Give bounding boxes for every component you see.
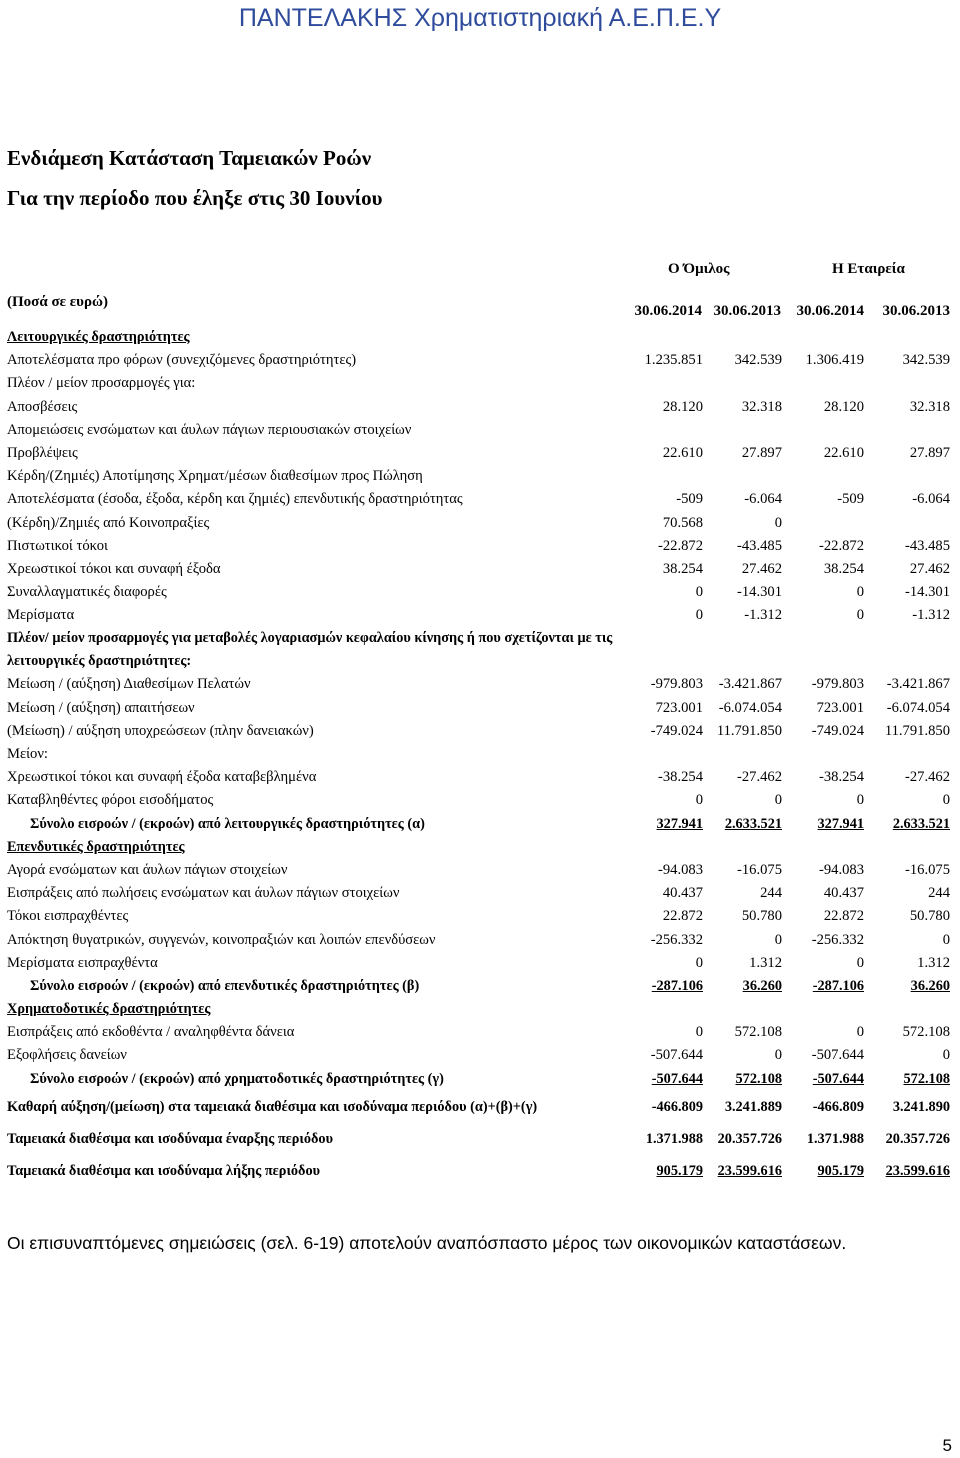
row-value: 342.539 [734,352,782,369]
date-header-group-2014: 30.06.2014 [634,303,702,319]
row-label: Πλέον/ μείον προσαρμογές για μεταβολές λογαριασμών κεφαλαίου κίνησης ή που σχετίζονται με τις λειτουργικές δραστηριότητες: [7,630,613,670]
row-value: 572.108 [734,1024,782,1041]
row-value: 0 [942,1047,950,1064]
row-value: 11.791.850 [716,722,782,739]
row-value: -287.106 [651,977,703,994]
row-value: -6.064 [912,491,950,508]
row-value: 27.897 [741,444,782,461]
row-value: 0 [695,607,703,624]
table-row [0,396,960,419]
table-row [0,1123,960,1155]
row-value: 27.462 [741,560,782,577]
page-number: 5 [942,1436,952,1455]
table-row [0,326,960,349]
row-value: 2.633.521 [724,815,782,832]
row-value: 0 [856,607,864,624]
row-label: (Μείωση) / αύξηση υποχρεώσεων (πλην δανειακών) [7,722,314,739]
table-row [0,882,960,905]
table-row [0,1068,960,1091]
row-label: Μερίσματα εισπραχθέντα [7,954,158,971]
statement-subtitle: Για την περίοδο που έληξε στις 30 Ιουνίου [7,186,383,210]
row-label: Χρεωστικοί τόκοι και συναφή έξοδα [7,560,221,577]
row-label: Πιστωτικοί τόκοι [7,537,108,554]
row-label: Μείωση / (αύξηση) απαιτήσεων [7,699,195,716]
row-value: 23.599.616 [885,1162,950,1179]
row-value: 327.941 [817,815,864,832]
row-value: 0 [774,1047,782,1064]
row-value: -43.485 [905,537,950,554]
row-value: -22.872 [658,537,703,554]
group-column-header: Ο Όμιλος [668,261,730,277]
row-value: 32.318 [741,398,782,415]
statement-title: Ενδιάμεση Κατάσταση Ταμειακών Ροών [7,146,372,170]
row-value: -27.462 [905,769,950,786]
row-value: -3.421.867 [886,676,950,693]
row-value: 3.241.890 [892,1098,950,1115]
row-value: 1.371.988 [806,1130,864,1147]
row-value: -979.803 [811,676,864,693]
row-value: 0 [695,792,703,809]
row-value: 0 [856,792,864,809]
table-row [0,905,960,928]
row-label: Πλέον / μείον προσαρμογές για: [7,375,196,392]
company-header: ΠΑΝΤΕΛΑΚΗΣ Χρηματιστηριακή Α.Ε.Π.Ε.Υ [238,4,722,32]
table-row [0,859,960,882]
table-row [0,766,960,789]
row-label: Προβλέψεις [7,444,78,461]
row-label: Ταμειακά διαθέσιμα και ισοδύναμα λήξης περιόδου [7,1162,321,1179]
row-value: -507.644 [812,1070,864,1087]
row-label: Χρεωστικοί τόκοι και συναφή έξοδα καταβεβλημένα [7,769,317,786]
table-row [0,627,960,673]
row-value: 40.437 [823,885,864,902]
table-row [0,442,960,465]
row-value: 1.312 [917,954,950,971]
row-label: Καταβληθέντες φόροι εισοδήματος [7,792,214,809]
table-row [0,975,960,998]
table-row [0,535,960,558]
row-value: 20.357.726 [717,1130,782,1147]
row-value: -38.254 [819,769,864,786]
table-row [0,512,960,535]
row-label: Απόκτηση θυγατρικών, συγγενών, κοινοπραξιών και λοιπών επενδύσεων [7,931,436,948]
row-value: -979.803 [650,676,703,693]
row-label: Συναλλαγματικές διαφορές [7,584,167,601]
row-value: 22.872 [662,908,703,925]
table-row [0,998,960,1021]
table-row [0,465,960,488]
row-value: 572.108 [902,1024,950,1041]
table-row [0,581,960,604]
row-value: 0 [774,931,782,948]
row-value: 244 [760,885,782,902]
row-value: 0 [856,584,864,601]
table-row [0,697,960,720]
row-value: 0 [774,792,782,809]
row-value: 22.610 [823,444,864,461]
row-value: -466.809 [812,1098,864,1115]
table-row [0,743,960,766]
row-label: Ταμειακά διαθέσιμα και ισοδύναμα έναρξης περιόδου [7,1130,334,1147]
table-row [0,789,960,812]
row-value: 23.599.616 [717,1162,782,1179]
row-value: 0 [856,954,864,971]
row-value: 1.235.851 [644,352,703,369]
row-value: -507.644 [651,1070,703,1087]
date-header-group-2013: 30.06.2013 [713,303,781,319]
row-value: -256.332 [650,931,703,948]
row-value: -27.462 [737,769,782,786]
row-value: 1.312 [749,954,782,971]
row-value: 50.780 [909,908,950,925]
row-value: -509 [676,491,703,508]
row-value: 905.179 [656,1162,703,1179]
row-value: 572.108 [903,1070,950,1087]
row-value: -6.064 [744,491,782,508]
row-value: -1.312 [744,607,782,624]
row-label: Εξοφλήσεις δανείων [7,1047,127,1064]
row-value: 11.791.850 [884,722,950,739]
row-value: 36.260 [742,977,782,994]
row-value: 244 [928,885,950,902]
row-value: 327.941 [656,815,703,832]
row-value: -16.075 [737,861,782,878]
row-value: -507.644 [650,1047,703,1064]
row-value: 0 [942,792,950,809]
row-label: (Κέρδη)/Ζημιές από Κοινοπραξίες [7,514,210,531]
row-value: 0 [695,954,703,971]
row-value: 0 [695,584,703,601]
row-value: 38.254 [662,560,703,577]
row-value: -287.106 [812,977,864,994]
row-value: 22.610 [662,444,703,461]
table-row [0,1021,960,1044]
row-label: Αποτελέσματα προ φόρων (συνεχιζόμενες δραστηριότητες) [7,352,357,369]
row-value: 38.254 [823,560,864,577]
table-row [0,419,960,442]
row-value: -256.332 [811,931,864,948]
row-label: Τόκοι εισπραχθέντες [7,908,129,925]
row-label: Μερίσματα [7,607,75,624]
row-value: 1.371.988 [645,1130,703,1147]
row-value: -22.872 [819,537,864,554]
cash-flow-table [0,326,960,1187]
row-label: Απομειώσεις ενσώματων και άυλων πάγιων περιουσιακών στοιχείων [7,421,412,438]
row-value: -6.074.054 [886,699,950,716]
row-value: -749.024 [650,722,703,739]
row-value: 0 [774,514,782,531]
row-value: 0 [942,931,950,948]
table-row [0,1155,960,1187]
company-column-header: Η Εταιρεία [832,261,905,277]
row-label: Σύνολο εισροών / (εκροών) από χρηματοδοτικές δραστηριότητες (γ) [30,1070,444,1087]
row-label: Μείον: [7,746,48,762]
row-value: 20.357.726 [885,1130,950,1147]
row-value: -3.421.867 [718,676,782,693]
date-header-company-2013: 30.06.2013 [882,303,950,319]
row-value: 27.897 [909,444,950,461]
row-value: -509 [837,491,864,508]
row-label: Εισπράξεις από πωλήσεις ενσώματων και άυλων πάγιων στοιχείων [7,885,400,902]
row-label: Αποσβέσεις [7,398,78,415]
row-value: 3.241.889 [724,1098,782,1115]
row-value: -1.312 [912,607,950,624]
table-row [0,1091,960,1123]
row-label: Εισπράξεις από εκδοθέντα / αναληφθέντα δάνεια [7,1024,295,1041]
row-label: Καθαρή αύξηση/(μείωση) στα ταμειακά διαθέσιμα και ισοδύναμα περιόδου (α)+(β)+(γ) [7,1098,538,1115]
footer-note: Οι επισυναπτόμενες σημειώσεις (σελ. 6-19) αποτελούν αναπόσπαστο μέρος των οικονομικών καταστάσεων. [7,1233,847,1253]
row-value: -14.301 [737,584,782,601]
row-value: 36.260 [910,977,950,994]
unit-label: (Ποσά σε ευρώ) [7,294,108,310]
row-value: -466.809 [651,1098,703,1115]
row-value: 27.462 [909,560,950,577]
row-label: Αγορά ενσώματων και άυλων πάγιων στοιχείων [7,861,288,878]
table-row [0,372,960,395]
row-value: 1.306.419 [805,352,864,369]
row-label: Επενδυτικές δραστηριότητες [7,838,185,855]
row-value: 40.437 [662,885,703,902]
row-value: 2.633.521 [892,815,950,832]
row-value: -749.024 [811,722,864,739]
row-value: 572.108 [735,1070,782,1087]
table-row [0,836,960,859]
row-value: -6.074.054 [718,699,782,716]
table-row [0,558,960,581]
row-value: 22.872 [823,908,864,925]
row-value: -16.075 [905,861,950,878]
row-label: Κέρδη/(Ζημιές) Αποτίμησης Χρηματ/μέσων διαθεσίμων προς Πώληση [7,468,423,485]
table-row [0,720,960,743]
row-label: Αποτελέσματα (έσοδα, έξοδα, κέρδη και ζημιές) επενδυτικής δραστηριότητας [7,491,463,508]
row-value: 723.001 [816,699,864,716]
row-value: -94.083 [819,861,864,878]
row-value: 28.120 [662,398,703,415]
row-value: 0 [695,1024,703,1041]
table-row [0,488,960,511]
row-value: 50.780 [741,908,782,925]
table-row [0,673,960,696]
row-value: 32.318 [909,398,950,415]
table-row [0,1044,960,1067]
row-label: Λειτουργικές δραστηριότητες [7,329,190,345]
row-value: 70.568 [662,514,703,531]
row-label: Χρηματοδοτικές δραστηριότητες [7,1001,211,1018]
table-row [0,349,960,372]
table-row [0,604,960,627]
row-value: -43.485 [737,537,782,554]
row-value: 905.179 [817,1162,864,1179]
row-label: Σύνολο εισροών / (εκροών) από επενδυτικές δραστηριότητες (β) [30,977,420,994]
table-row [0,929,960,952]
row-value: 0 [856,1024,864,1041]
row-value: -14.301 [905,584,950,601]
table-row [0,952,960,975]
table-row [0,813,960,836]
row-value: 723.001 [655,699,703,716]
row-label: Σύνολο εισροών / (εκροών) από λειτουργικές δραστηριότητες (α) [30,815,425,832]
row-value: -507.644 [811,1047,864,1064]
row-value: -38.254 [658,769,703,786]
row-value: 342.539 [902,352,950,369]
date-header-company-2014: 30.06.2014 [796,303,864,319]
row-value: 28.120 [823,398,864,415]
row-value: -94.083 [658,861,703,878]
row-label: Μείωση / (αύξηση) Διαθεσίμων Πελατών [7,676,251,693]
